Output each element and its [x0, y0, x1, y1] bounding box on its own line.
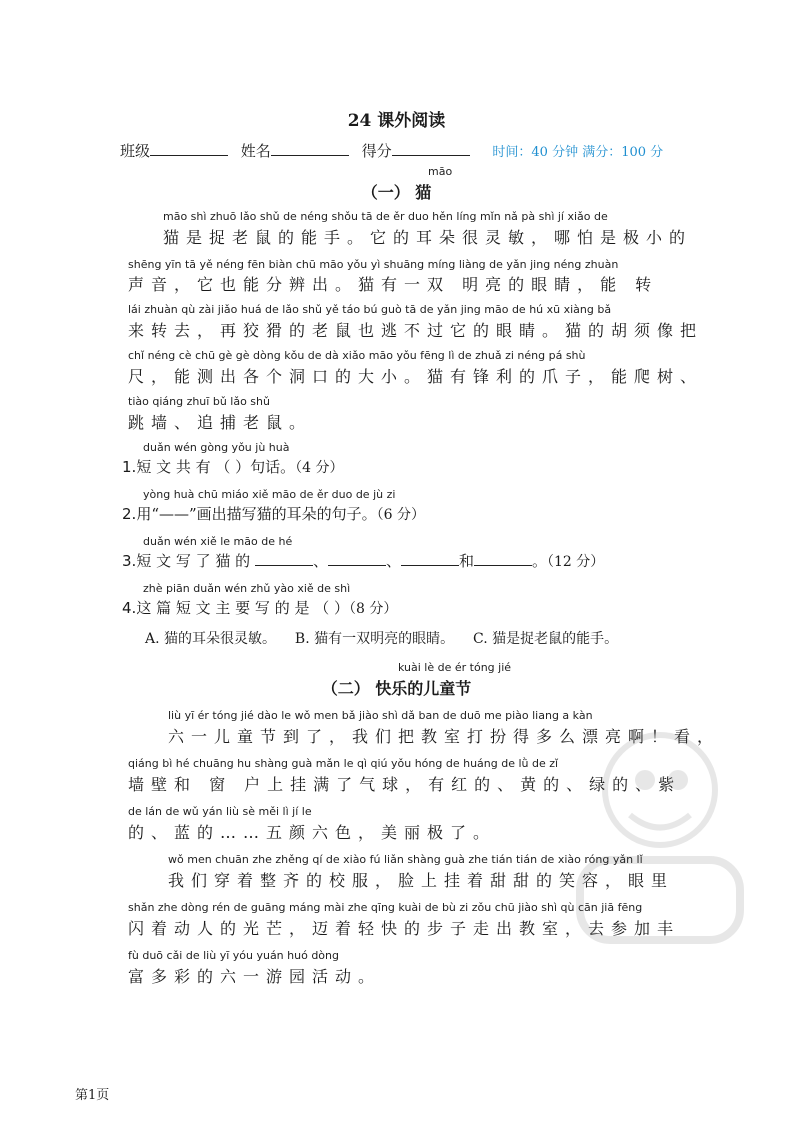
passage1-pinyin: lái zhuàn qù zài jiǎo huá de lǎo shǔ yě táo bú guò tā de yǎn jing māo de hú xū xiàng bǎ	[128, 303, 612, 316]
passage2-text: 我们穿着整齐的校服，脸上挂着甜甜的笑容，眼里	[168, 871, 675, 890]
name-label: 姓名	[240, 142, 271, 160]
question-score: （6 分）	[376, 507, 426, 523]
passage2-pinyin: liù yī ér tóng jié dào le wǒ men bǎ jiào shì dǎ ban de duō me piào liang a kàn	[168, 709, 593, 722]
class-label: 班级	[120, 142, 151, 160]
passage1-text: 声音，它也能分辨出。猫有一双 明亮的眼睛，能 转	[128, 275, 659, 294]
conjunction: 和	[458, 552, 474, 570]
question-number: 3.	[122, 552, 137, 570]
question-text: 这 篇 短 文 主 要 写 的 是 （ ）	[136, 599, 349, 617]
page-number: 第1页	[75, 1088, 110, 1103]
question-number: 4.	[122, 599, 137, 617]
name-field[interactable]	[271, 143, 349, 156]
separator: 、	[385, 552, 401, 570]
passage2-text: 闪着动人的光芒，迈着轻快的步子走出教室，去参加丰	[128, 919, 681, 938]
score-field[interactable]	[392, 143, 470, 156]
passage2-text: 六一儿童节到了，我们把教室打扮得多么漂亮啊！看，	[168, 727, 721, 746]
question-text: 用“——”画出描写猫的耳朵的句子。	[136, 505, 377, 523]
page-title: 24 课外阅读	[347, 111, 446, 131]
passage2-pinyin: qiáng bì hé chuāng hu shàng guà mǎn le qì qiú yǒu hóng de huáng de lǜ de zǐ	[128, 757, 559, 770]
answer-blank[interactable]	[255, 553, 313, 566]
question1-pinyin: duǎn wén gòng yǒu jù huà	[143, 441, 290, 454]
passage2-text: 富多彩的六一游园活动。	[128, 967, 382, 986]
question-score: （12 分）	[547, 554, 605, 570]
question-1	[122, 456, 344, 477]
section1-heading: （一） 猫	[361, 183, 432, 202]
question-text: 短 文 写 了 猫 的	[136, 552, 251, 570]
question-2	[122, 503, 425, 524]
answer-blank[interactable]	[474, 553, 532, 566]
option-a[interactable]: A. 猫的耳朵很灵敏。	[145, 631, 277, 647]
question3-pinyin: duǎn wén xiě le māo de hé	[143, 535, 293, 548]
passage2-pinyin: fù duō cǎi de liù yī yóu yuán huó dòng	[128, 949, 339, 962]
passage2-text: 墙壁和 窗 户上挂满了气球，有红的、黄的、绿的、紫	[128, 775, 682, 794]
passage1-pinyin: māo shì zhuō lǎo shǔ de néng shǒu tā de ěr duo hěn líng mǐn nǎ pà shì jí xiǎo de	[163, 210, 608, 223]
answer-blank[interactable]	[328, 553, 386, 566]
answer-options	[145, 628, 618, 648]
class-field[interactable]	[150, 143, 228, 156]
passage1-pinyin: shēng yīn tā yě néng fēn biàn chū māo yǒu yì shuāng míng liàng de yǎn jing néng zhuàn	[128, 258, 619, 271]
passage2-pinyin: de lán de wǔ yán liù sè měi lì jí le	[128, 805, 312, 818]
passage2-pinyin: shǎn zhe dòng rén de guāng máng mài zhe qīng kuài de bù zi zǒu chū jiào shì qù cān jiā fēng	[128, 901, 643, 914]
question-text: 短 文 共 有 （ ）句话。	[136, 458, 296, 476]
question2-pinyin: yòng huà chū miáo xiě māo de ěr duo de jù zi	[143, 488, 396, 501]
passage2-text: 的、蓝的……五颜六色，美丽极了。	[128, 823, 497, 842]
period: 。	[531, 552, 547, 570]
section2-heading-pinyin: kuài lè de ér tóng jié	[398, 661, 512, 674]
question-score: （8 分）	[349, 601, 398, 617]
passage1-pinyin: tiào qiáng zhuī bǔ lǎo shǔ	[128, 395, 270, 408]
passage1-text: 跳墙、追捕老鼠。	[128, 413, 313, 432]
passage1-text: 来转去，再狡猾的老鼠也逃不过它的眼睛。猫的胡须像把	[128, 321, 704, 340]
question-number: 2.	[122, 505, 137, 523]
time-score-info: 时间：40 分钟 满分：100 分	[492, 145, 664, 160]
answer-blank[interactable]	[401, 553, 459, 566]
passage1-text: 尺，能测出各个洞口的大小。猫有锋利的爪子，能爬树、	[128, 367, 704, 386]
question4-pinyin: zhè piān duǎn wén zhǔ yào xiě de shì	[143, 582, 351, 595]
passage1-pinyin: chǐ néng cè chū gè gè dòng kǒu de dà xiǎo māo yǒu fēng lì de zhuǎ zi néng pá shù	[128, 349, 586, 362]
question-score: （4 分）	[295, 460, 344, 476]
passage1-text: 猫是捉老鼠的能手。它的耳朵很灵敏，哪怕是极小的	[163, 228, 693, 247]
score-label: 得分	[361, 142, 392, 160]
separator: 、	[312, 552, 328, 570]
question-number: 1.	[122, 458, 137, 476]
option-c[interactable]: C. 猫是捉老鼠的能手。	[473, 631, 619, 647]
question-4	[122, 597, 397, 618]
question-3	[122, 550, 604, 571]
reading-mascot-watermark-icon	[560, 720, 760, 950]
section1-heading-pinyin: māo	[428, 165, 453, 178]
student-info-header	[120, 140, 663, 161]
option-b[interactable]: B. 猫有一双明亮的眼睛。	[294, 631, 455, 647]
passage2-pinyin: wǒ men chuān zhe zhěng qí de xiào fú liǎn shàng guà zhe tián tián de xiào róng yǎn lǐ	[168, 853, 643, 866]
section2-heading: （二） 快乐的儿童节	[321, 679, 472, 698]
